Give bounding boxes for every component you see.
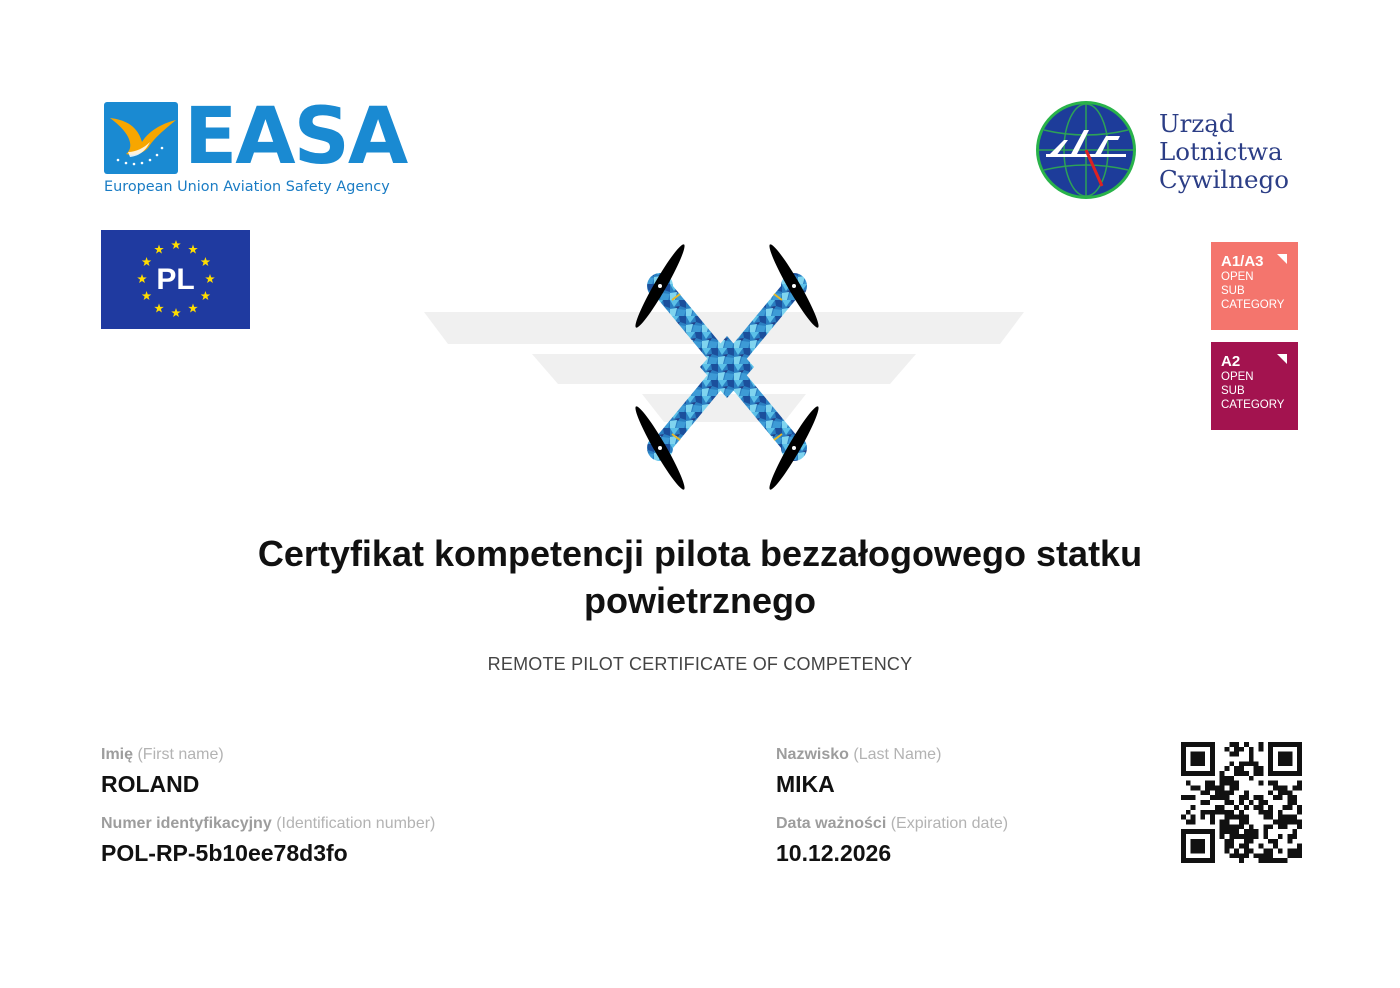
- badge-a2: [1211, 342, 1298, 430]
- certificate-title: Certyfikat kompetencji pilota bezzałogowego statku powietrznego: [257, 533, 1143, 621]
- badge-line: CATEGORY: [1221, 399, 1285, 411]
- badge-line: OPEN: [1221, 271, 1254, 283]
- label-pl: Nazwisko: [776, 746, 849, 763]
- badge-line: SUB: [1221, 385, 1245, 397]
- badge-line: SUB: [1221, 285, 1245, 297]
- badge-code: A2: [1221, 353, 1241, 370]
- id-number-label: [101, 815, 435, 833]
- expiration-date-value: 10.12.2026: [776, 840, 892, 866]
- badge-line: CATEGORY: [1221, 299, 1285, 311]
- first-name-label: [101, 746, 224, 764]
- badge-line: OPEN: [1221, 371, 1254, 383]
- country-code: PL: [156, 263, 195, 296]
- id-number-value: POL-RP-5b10ee78d3fo: [101, 840, 348, 866]
- easa-bird-icon: [104, 102, 178, 174]
- ulc-name-line3: Cywilnego: [1159, 165, 1289, 194]
- label-en: (Identification number): [276, 815, 436, 832]
- badge-code: A1/A3: [1221, 253, 1264, 270]
- corner-triangle-icon: [1277, 254, 1287, 264]
- qr-code-icon: [1181, 742, 1302, 863]
- label-pl: Numer identyfikacyjny: [101, 815, 272, 832]
- first-name-value: ROLAND: [101, 771, 200, 797]
- last-name-value: MIKA: [776, 771, 835, 797]
- label-en: (Last Name): [853, 746, 942, 763]
- label-en: (First name): [137, 746, 224, 763]
- easa-wordmark: EASA: [184, 92, 407, 182]
- label-pl: Data ważności: [776, 815, 887, 832]
- easa-logo: [104, 92, 407, 200]
- expiration-date-label: [776, 815, 1008, 833]
- ulc-name: [1159, 110, 1289, 194]
- easa-tagline: European Union Aviation Safety Agency: [104, 179, 390, 195]
- certificate-subtitle: REMOTE PILOT CERTIFICATE OF COMPETENCY: [487, 654, 913, 674]
- corner-triangle-icon: [1277, 354, 1287, 364]
- eu-flag: [101, 230, 250, 329]
- badge-a1-a3: [1211, 242, 1298, 330]
- drone-icon: [622, 236, 832, 498]
- label-pl: Imię: [101, 746, 134, 763]
- ulc-logo: [1034, 100, 1314, 200]
- last-name-label: [776, 746, 941, 764]
- ulc-name-line2: Lotnictwa: [1159, 137, 1283, 166]
- ulc-globe-icon: [1034, 100, 1138, 200]
- ulc-name-line1: Urząd: [1159, 109, 1235, 138]
- label-en: (Expiration date): [890, 815, 1009, 832]
